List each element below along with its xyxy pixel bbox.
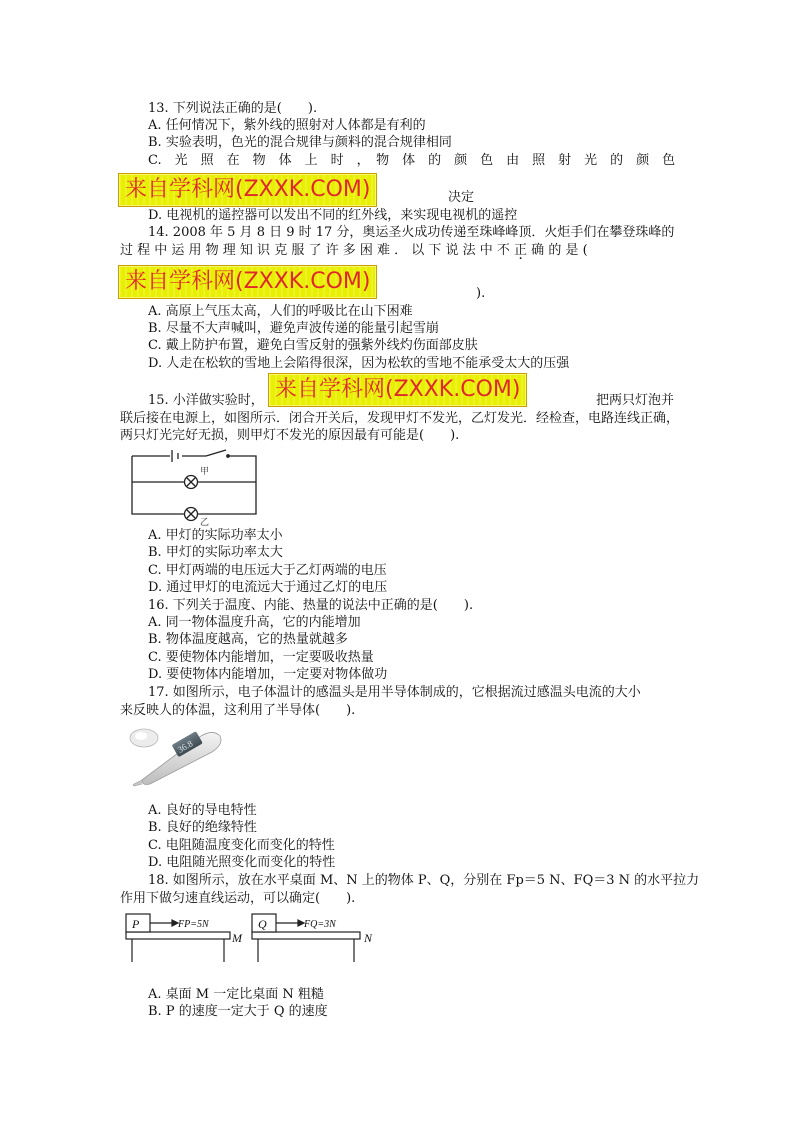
q17-option-a: A. 良好的导电特性 <box>148 803 257 818</box>
watermark-banner: 来自学科网(ZXXK.COM) <box>268 373 527 407</box>
q15-option-a: A. 甲灯的实际功率太小 <box>148 528 283 543</box>
q13-stem: 13. 下列说法正确的是( ). <box>148 101 318 116</box>
q17-option-b: B. 良好的绝缘特性 <box>148 820 257 835</box>
q14-stem-line1: 14. 2008 年 5 月 8 日 9 时 17 分，奥运圣火成功传递至珠峰峰顶．火炬手们在攀登珠峰的 <box>148 225 675 240</box>
q14-option-c: C. 戴上防护布置，避免白雪反射的强紫外线灼伤面部皮肤 <box>148 338 478 353</box>
q13-option-d: D. 电视机的遥控器可以发出不同的红外线，来实现电视机的遥控 <box>148 208 518 223</box>
q16-stem: 16. 下列关于温度、内能、热量的说法中正确的是( ). <box>148 598 474 613</box>
watermark-banner: 来自学科网(ZXXK.COM) <box>118 265 377 299</box>
q15-stem-line3: 两只灯光完好无损，则甲灯不发光的原因最有可能是( ). <box>120 428 460 443</box>
parallel-circuit-diagram <box>120 446 270 526</box>
q15-stem-line1-post: 把两只灯泡并 <box>596 393 675 408</box>
q13-option-a: A. 任何情况下，紫外线的照射对人体都是有利的 <box>148 118 426 133</box>
table-n-label: N <box>364 931 373 945</box>
q13-option-b: B. 实验表明，色光的混合规律与颜料的混合规律相同 <box>148 135 452 150</box>
q14-option-b: B. 尽量不大声喊叫，避免声波传递的能量引起雪崩 <box>148 321 439 336</box>
q17-option-c: C. 电阻随温度变化而变化的特性 <box>148 838 335 853</box>
box-q-label: Q <box>258 917 267 931</box>
box-p-label: P <box>132 917 140 931</box>
q15-option-d: D. 通过甲灯的电流远大于通过乙灯的电压 <box>148 580 388 595</box>
q14-emphasis-not-correct: 不 正 确 · <box>497 243 544 258</box>
force-p-label: FP=5N <box>178 919 209 930</box>
q14-stem-line2-post: 的 是 ( <box>544 243 588 258</box>
electronic-thermometer-photo <box>120 722 232 788</box>
q13-option-c-tail: 决定 <box>448 190 475 205</box>
q14-stem-line3: ). <box>476 286 486 301</box>
thermometer-display: 36.8 <box>175 738 195 755</box>
lamp-yi-label: 乙 <box>200 517 210 526</box>
q18-option-a: A. 桌面 M 一定比桌面 N 粗糙 <box>148 987 324 1002</box>
lamp-jia-label: 甲 <box>200 466 210 476</box>
q14-stem-line2 <box>120 243 588 259</box>
q15-stem-line1-pre: 15. 小洋做实验时， <box>148 393 264 408</box>
q14-option-a: A. 高原上气压太高，人们的呼吸比在山下困难 <box>148 304 413 319</box>
q14-stem-line2-pre: 过 程 中 运 用 物 理 知 识 克 服 了 许 多 困 难 ． 以 下 说 法 中 <box>120 243 497 258</box>
q16-option-b: B. 物体温度越高，它的热量就越多 <box>148 632 348 647</box>
q15-stem-line2: 联后接在电源上，如图所示．闭合开关后，发现甲灯不发光，乙灯发光．经检查，电路连线正确， <box>120 411 680 426</box>
q16-option-c: C. 要使物体内能增加，一定要吸收热量 <box>148 650 374 665</box>
table-m-label: M <box>232 931 242 945</box>
q18-stem-line2: 作用下做匀速直线运动，可以确定( ). <box>120 891 356 906</box>
force-q-label: FQ=3N <box>304 919 336 930</box>
q16-option-a: A. 同一物体温度升高，它的内能增加 <box>148 615 361 630</box>
q16-option-d: D. 要使物体内能增加，一定要对物体做功 <box>148 667 388 682</box>
watermark-banner: 来自学科网(ZXXK.COM) <box>118 173 377 207</box>
q18-option-b: B. P 的速度一定大于 Q 的速度 <box>148 1004 328 1019</box>
q14-option-d: D. 人走在松软的雪地上会陷得很深，因为松软的雪地不能承受太大的压强 <box>148 356 570 371</box>
q17-stem-line2: 来反映人的体温，这利用了半导体( ). <box>120 703 356 718</box>
two-tables-force-diagram <box>120 910 380 966</box>
q18-stem-line1: 18. 如图所示，放在水平桌面 M、N 上的物体 P、Q，分别在 Fp＝5 N、FQ＝3 N 的水平拉力 <box>148 873 700 888</box>
q17-option-d: D. 电阻随光照变化而变化的特性 <box>148 855 336 870</box>
q15-option-b: B. 甲灯的实际功率太大 <box>148 545 283 560</box>
q15-option-c: C. 甲灯两端的电压远大于乙灯两端的电压 <box>148 563 387 578</box>
q13-option-c: C. 光 照 在 物 体 上 时 ， 物 体 的 颜 色 由 照 射 光 的 颜 色 <box>148 153 676 168</box>
q17-stem-line1: 17. 如图所示，电子体温计的感温头是用半导体制成的，它根据流过感温头电流的大小 <box>148 685 641 700</box>
